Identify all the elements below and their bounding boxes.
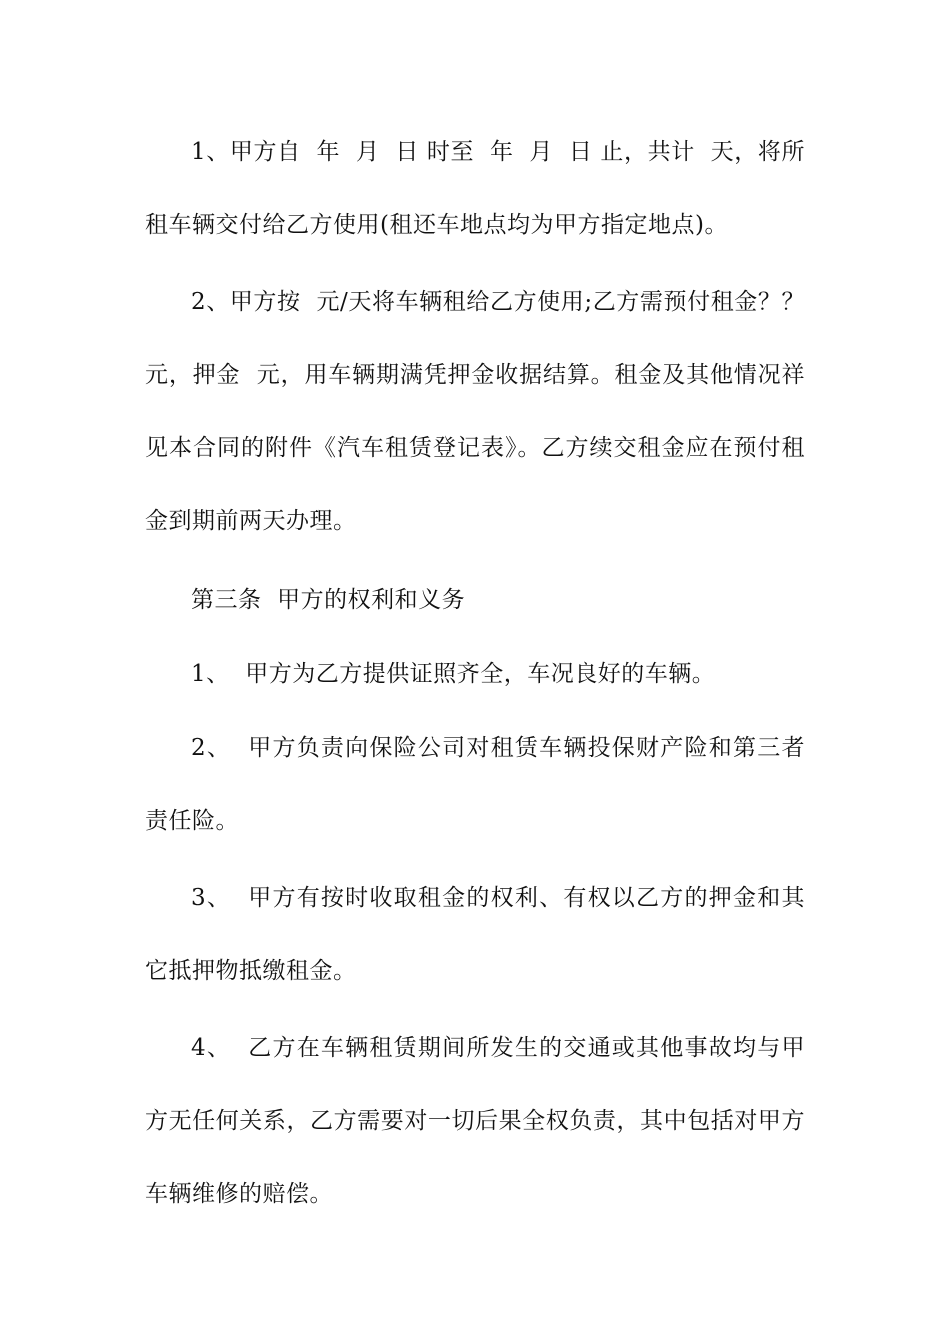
paragraph-5: 3、 甲方有按时收取租金的权利、有权以乙方的押金和其它抵押物抵缴租金。 — [145, 885, 805, 984]
paragraph-4: 2、 甲方负责向保险公司对租赁车辆投保财产险和第三者责任险。 — [145, 735, 805, 834]
paragraph-2: 2、甲方按 元/天将车辆租给乙方使用;乙方需预付租金？？元，押金 元，用车辆期满凭押金收据结算。租金及其他情况祥见本合同的附件《汽车租赁登记表》。乙方续交租金应在预付租金到期前两天办理。 — [145, 289, 805, 534]
paragraph-1: 1、甲方自 年 月 日 时至 年 月 日 止，共计 天，将所租车辆交付给乙方使用(租还车地点均为甲方指定地点)。 — [145, 139, 805, 238]
section-heading: 第三条 甲方的权利和义务 — [191, 587, 466, 613]
paragraph-3: 1、 甲方为乙方提供证照齐全，车况良好的车辆。 — [191, 661, 716, 687]
paragraph-6: 4、 乙方在车辆租赁期间所发生的交通或其他事故均与甲方无任何关系，乙方需要对一切后果全权负责，其中包括对甲方车辆维修的赔偿。 — [145, 1035, 805, 1207]
